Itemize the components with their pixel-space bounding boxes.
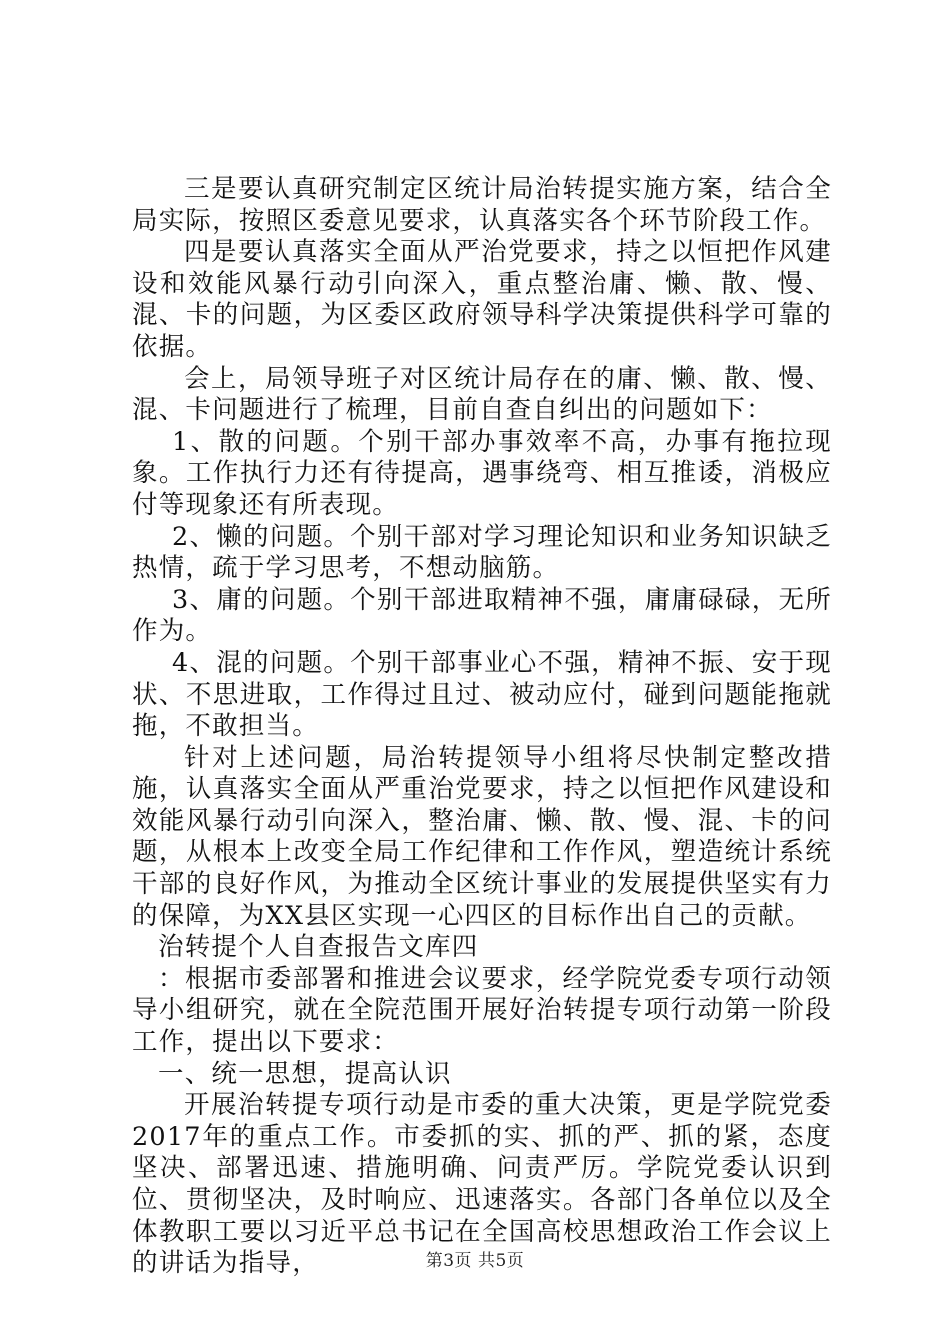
section-heading: 治转提个人自查报告文库四 (158, 932, 479, 963)
paragraph-rectification: 针对上述问题，局治转提领导小组将尽快制定整改措施，认真落实全面从严重治党要求，持之以恒把作风建设和效能风暴行动引向深入，整治庸、懒、散、慢、混、卡的问题，从根本上改变全局工作纪律和工作作风，塑造统计系统干部的良好作风，为推动全区统计事业的发展提供坚实有力的保障，为XX县区实现一心四区的目标作出自己的贡献。 (132, 742, 832, 931)
paragraph-point-four: 四是要认真落实全面从严治党要求，持之以恒把作风建设和效能风暴行动引向深入，重点整治庸、懒、散、慢、混、卡的问题，为区委区政府领导科学决策提供科学可靠的依据。 (132, 237, 832, 362)
paragraph-issue-3: 3、庸的问题。个别干部进取精神不强，庸庸碌碌，无所作为。 (132, 584, 832, 647)
document-body (132, 174, 832, 1280)
paragraph-issue-2: 2、懒的问题。个别干部对学习理论知识和业务知识缺乏热情，疏于学习思考，不想动脑筋。 (132, 521, 832, 584)
subheading-unify-thinking: 一、统一思想，提高认识 (158, 1058, 452, 1089)
page-number-footer: 第3页 共5页 (425, 1251, 525, 1271)
paragraph-point-three: 三是要认真研究制定区统计局治转提实施方案，结合全局实际，按照区委意见要求，认真落实各个环节阶段工作。 (132, 174, 832, 236)
paragraph-issue-1: 1、散的问题。个别干部办事效率不高，办事有拖拉现象。工作执行力还有待提高，遇事绕弯、相互推诿，消极应付等现象还有所表现。 (132, 426, 832, 520)
paragraph-requirements: ：根据市委部署和推进会议要求，经学院党委专项行动领导小组研究，就在全院范围开展好治转提专项行动第一阶段工作，提出以下要求： (132, 963, 832, 1058)
paragraph-special-action: 开展治转提专项行动是市委的重大决策，更是学院党委2017年的重点工作。市委抓的实、抓的严、抓的紧，态度坚决、部署迅速、措施明确、问责严厉。学院党委认识到位、贯彻坚决，及时响应、迅速落实。各部门各单位以及全体教职工要以习近平总书记在全国高校思想政治工作会议上的讲话为指导， (132, 1090, 832, 1279)
paragraph-meeting: 会上，局领导班子对区统计局存在的庸、懒、散、慢、混、卡问题进行了梳理，目前自查自纠出的问题如下： (132, 363, 832, 426)
paragraph-issue-4: 4、混的问题。个别干部事业心不强，精神不振、安于现状、不思进取，工作得过且过、被动应付，碰到问题能拖就拖，不敢担当。 (132, 647, 832, 742)
